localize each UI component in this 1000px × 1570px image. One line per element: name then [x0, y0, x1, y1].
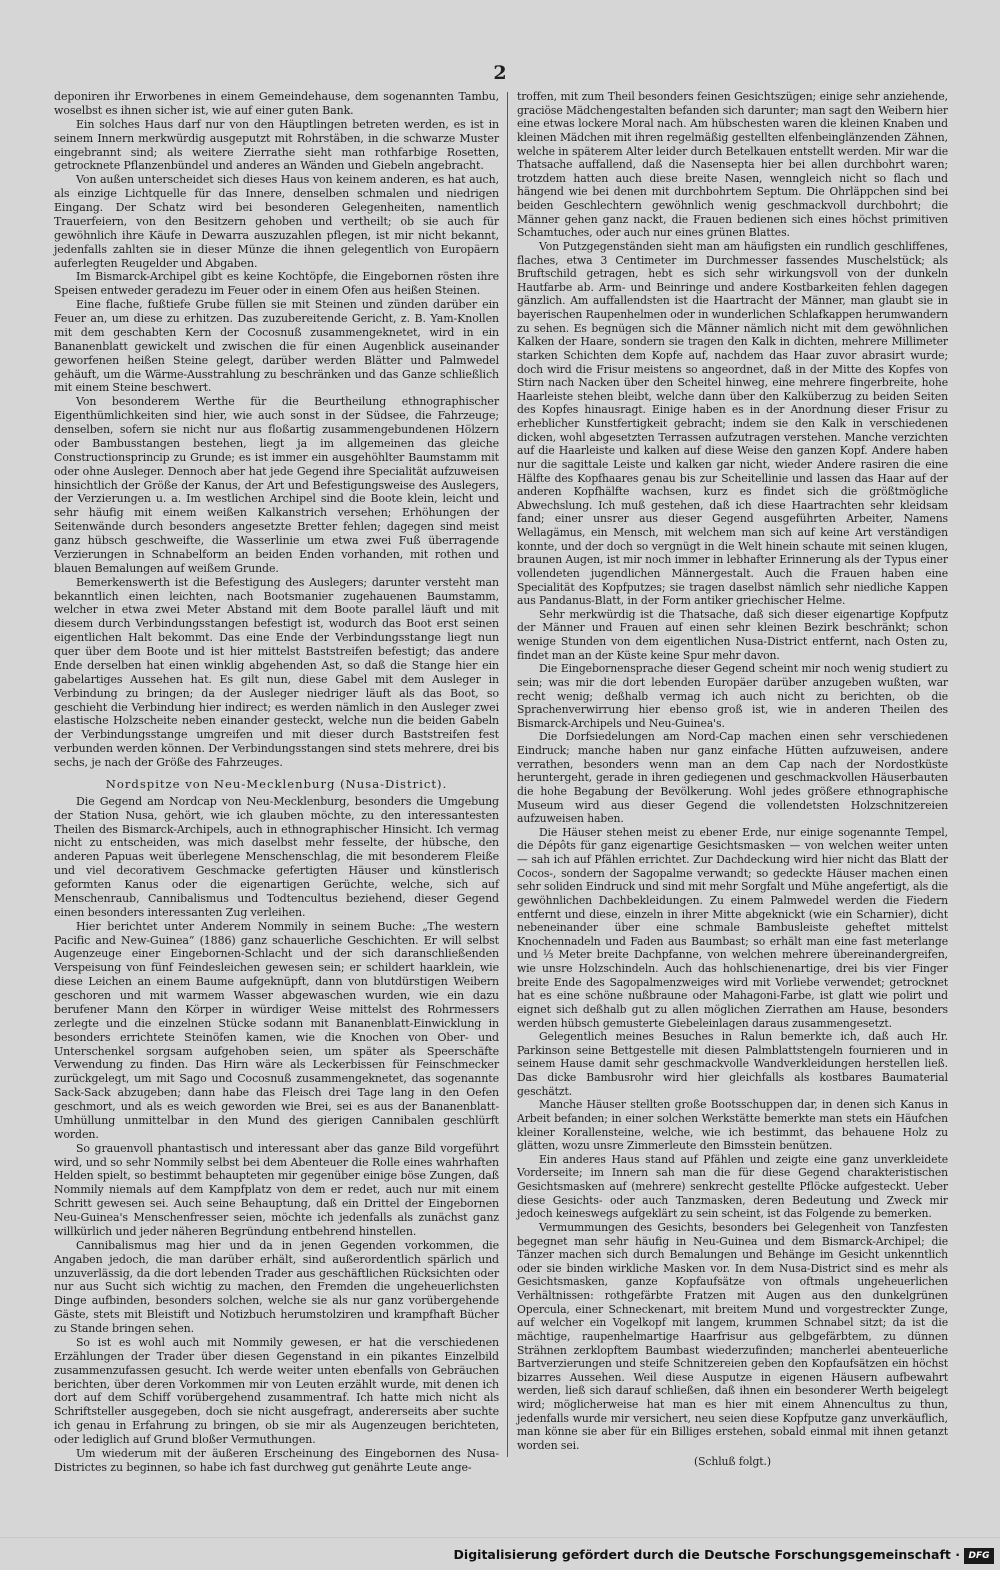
continuation-note: (Schluß folgt.)	[693, 1454, 771, 1468]
paragraph: Von besonderem Werthe für die Beurtheilung ethnographischer Eigenthümlichkeiten sind hier, wie auch sonst in der Südsee, die Fahrzeuge; denselben, sofern sie nicht nur aus floßartig zusammengebundenen Hölzern oder Bambusstangen bestehen, liegt ja im allgemeinen das gleiche Constructionsprincip zu Grunde; es ist immer ein ausgehöhlter Baumstamm mit oder ohne Ausleger. Dennoch aber hat jede Gegend ihre Specialität aufzuweisen hinsichtlich der Größe der Kanus, der Art und Befestigungsweise des Auslegers, der Verzierungen u. a. Im westlichen Archipel sind die Boote klein, leicht und sehr häufig mit einem weißen Kalkanstrich versehen; Erhöhungen der Seitenwände durch besonders angesetzte Bretter fehlen; dagegen sind meist ganz hübsch geschweifte, die Wasserlinie um etwa zwei Fuß überragende Verzierungen in Schnabelform an beiden Enden vorhanden, mit rothen und blauen Bemalungen auf weißem Grunde.	[54, 395, 499, 575]
paragraph: Gelegentlich meines Besuches in Ralun bemerkte ich, daß auch Hr. Parkinson seine Bettgestelle mit diesen Palmblattstengeln fournieren und in seinem Hause damit sehr geschmackvolle Wandverkleidungen herstellen ließ. Das dicke Bambusrohr wird hier gleichfalls als kostbares Baumaterial geschätzt.	[517, 1030, 948, 1098]
paragraph: Im Bismarck-Archipel gibt es keine Kochtöpfe, die Eingebornen rösten ihre Speisen entweder geradezu im Feuer oder in einem Ofen aus heißen Steinen.	[54, 270, 499, 298]
right-column	[517, 90, 948, 1468]
funding-credit: Digitalisierung gefördert durch die Deutsche Forschungsgemeinschaft ·	[453, 1547, 960, 1562]
paragraph: Ein anderes Haus stand auf Pfählen und zeigte eine ganz unverkleidete Vorderseite; im Innern sah man die für diese Gegend charakteristischen Gesichtsmasken auf (mehrere) senkrecht gestellte Pflöcke aufgesteckt. Ueber diese Gesichts- oder auch Tanzmasken, deren Bedeutung und Zweck mir jedoch keineswegs aufgeklärt zu sein scheint, ist das Folgende zu bemerken.	[517, 1152, 948, 1221]
page-number: 2	[493, 62, 507, 84]
paragraph: So grauenvoll phantastisch und interessant aber das ganze Bild vorgeführt wird, und so sehr Nommily selbst bei dem Abenteuer die Rolle eines wahrhaften Helden spielt, so bestimmt behaupteten mir gegenüber einige böse Zungen, daß Nommily niemals auf dem Kampfplatz von dem er redet, auch nur mit einem Schritt gewesen sei. Auch seine Behauptung, daß ein Drittel der Eingebornen Neu-Guinea's Menschenfresser seien, möchte ich jedenfalls als zunächst ganz willkürlich und jeder näheren Begründung entbehrend hinstellen.	[54, 1141, 499, 1238]
paragraph: Vermummungen des Gesichts, besonders bei Gelegenheit von Tanzfesten begegnet man sehr häufig in Neu-Guinea und dem Bismarck-Archipel; die Tänzer machen sich durch Bemalungen und Behänge im Gesicht unkenntlich oder sie binden wirkliche Masken vor. In dem Nusa-District sind es mehr als Gesichtsmasken, ganze Kopfaufsätze von oftmals ungeheuerlichen Verhältnissen: rothgefärbte Fratzen mit Augen aus den dunkelgrünen Operculа, einer Schneckenart, mit breitem Mund und vorgestreckter Zunge, auf welcher ein Vogelkopf mit langem, krummen Schnabel sitzt; da ist die mächtige, raupenhelmartige Haarfrisur aus gelbgefärbtem, zu dünnen Strähnen zerklopftem Baumbast wiederzufinden; mancherlei abenteuerliche Bartverzierungen und steife Schnitzereien geben den Kopfaufsätzen ein höchst bizarres Aussehen. Weil diese Ausputze in eigenen Häusern aufbewahrt werden, ließ sich darauf schließen, daß ihnen ein besonderer Werth beigelegt wird; möglicherweise hat man es hier mit einem Ahnencultus zu thun, jedenfalls wurde mir versichert, neu seien diese Kopfputze ganz unverkäuflich, man könne sie aber für ein Billiges erstehen, sobald einmal mit ihnen getanzt worden sei.	[517, 1220, 948, 1452]
paragraph: Ein solches Haus darf nur von den Häuptlingen betreten werden, es ist in seinem Innern merkwürdig ausgeputzt mit Rohrstäben, in die schwarze Muster eingebrannt sind; als weitere Zierrathe sieht man rothfarbige Rosetten, getrocknete Pflanzenbündel und anderes an Wänden und Giebeln angebracht.	[54, 117, 499, 173]
paragraph: Eine flache, fußtiefe Grube füllen sie mit Steinen und zünden darüber ein Feuer an, um diese zu erhitzen. Das zuzubereitende Gericht, z. B. Yam-Knollen mit dem geschabten Kern der Cocosnuß zusammengeknetet, wird in ein Bananenblatt gewickelt und zwischen die für einen Augenblick auseinander geworfenen heißen Steine gelegt, darüber werden Blätter und Palmwedel gehäuft, um die Wärme-Ausstrahlung zu beschränken und das Ganze schließlich mit einem Steine beschwert.	[54, 298, 499, 395]
paragraph: troffen, mit zum Theil besonders feinen Gesichtszügen; einige sehr anziehende, graciöse Mädchengestalten befanden sich darunter; man sagt den Weibern hier eine etwas lockere Moral nach. Am hübschesten waren die kleinen Knaben und kleinen Mädchen mit ihren regelmäßig gestellten elfenbeinglänzenden Zähnen, welche in späterem Alter leider durch Betelkauen entstellt werden. Mir war die Thatsache auffallend, daß die Nasensepta hier bei allen durchbohrt waren; trotzdem hatten auch diese breite Nasen, wenngleich nicht so flach und hängend wie bei denen mit durchbohrtem Septum. Die Ohrläppchen sind bei beiden Geschlechtern gewöhnlich wenig geschmackvoll durchbohrt; die Männer gehen ganz nackt, die Frauen bedienen sich eines höchst primitiven Schamtuches, oder auch nur eines grünen Blattes.	[517, 90, 948, 240]
section-heading: Nordspitze von Neu-Mecklenburg (Nusa-District).	[105, 776, 448, 791]
column-divider	[507, 92, 508, 1457]
paragraph: Sehr merkwürdig ist die Thatsache, daß sich dieser eigenartige Kopfputz der Männer und Frauen auf einen sehr kleinen Bezirk beschränkt; schon wenige Stunden von dem eigentlichen Nusa-District entfernt, nach Osten zu, findet man an der Küste keine Spur mehr davon.	[517, 607, 948, 662]
paragraph: Cannibalismus mag hier und da in jenen Gegenden vorkommen, die Angaben jedoch, die man darüber erhält, sind außerordentlich spärlich und unzuverlässig, da die dort lebenden Trader aus geschäftlichen Rücksichten oder nur aus Sucht sich wichtig zu machen, den Fremden die ungeheuerlichsten Dinge aufbinden, besonders solchen, welche sie als nur ganz vorübergehende Gäste, stets mit Bleistift und Notizbuch herumstolziren und krampfhaft Bücher zu Stande bringen sehen.	[54, 1238, 499, 1335]
paragraph: Die Häuser stehen meist zu ebener Erde, nur einige sogenannte Tempel, die Dépôts für ganz eigenartige Gesichtsmasken — von welchen weiter unten — sah ich auf Pfählen errichtet. Zur Dachdeckung wird hier nicht das Blatt der Cocos-, sondern der Sagopalme verwandt; so gedeckte Häuser machen einen sehr soliden Eindruck und sind mit mehr Sorgfalt und Mühe angefertigt, als die gewöhnlichen Dachbekleidungen. Zu einem Palmwedel werden die Fiedern entfernt und diese, einzeln in ihrer Mitte abgeknickt (wie ein Scharnier), dicht nebeneinander über eine schmale Bambusleiste geheftet mittelst Knochennadeln und Faden aus Baumbast; so erhält man eine fast meterlange und ⅓ Meter breite Dachpfanne, von welchen mehrere übereinandergreifen, wie unsre Holzschindeln. Auch das hohlschienenartige, drei bis vier Finger breite Ende des Sagopalmenzweiges wird mit Vorliebe verwendet; getrocknet hat es eine schöne nußbraune oder Mahagoni-Farbe, ist glatt wie polirt und eignet sich deßhalb gut zu allen möglichen Zierrathen am Hause, besonders werden hübsch gemusterte Giebeleinlagen daraus zusammengesetzt.	[517, 825, 948, 1030]
paragraph: deponiren ihr Erworbenes in einem Gemeindehause, dem sogenannten Tambu, woselbst es ihnen sicher ist, wie auf einer guten Bank.	[54, 90, 499, 117]
paragraph: Von Putzgegenständen sieht man am häufigsten ein rundlich geschliffenes, flaches, etwa 3 Centimeter im Durchmesser fassendes Muschelstück; als Bruftschild getragen, hebt es sich sehr wirkungsvoll von der dunkeln Hautfarbe ab. Arm- und Beinringe und andere Kostbarkeiten fehlen dagegen gänzlich. Am auffallendsten ist die Haartracht der Männer, man glaubt sie in bayerischen Raupenhelmen oder in wunderlichen Schlafkappen herumwandern zu sehen. Es begnügen sich die Männer nämlich nicht mit dem gewöhnlichen Kalken der Haare, sondern sie tragen den Kalk in dichten, mehrere Millimeter starken Schichten dem Kopfe auf, nachdem das Haar zuvor abrasirt wurde; doch wird die Frisur meistens so angeordnet, daß in der Mitte des Kopfes von Stirn nach Nacken über den Scheitel hinweg, eine mehrere fingerbreite, hohe Haarleiste stehen bleibt, welche dann über den Kalküberzug zu beiden Seiten des Kopfes hinausragt. Einige haben es in der Anordnung dieser Frisur zu erheblicher Kunstfertigkeit gebracht; indem sie den Kalk in verschiedenen dicken, wohl abgesetzten Terrassen aufzutragen verstehen. Manche verzichten auf die Haarleiste und kalken auf diese Weise den ganzen Kopf. Andere haben nur die sagittale Leiste und kalken gar nicht, wieder Andere rasiren die eine Hälfte des Kopfhaares genau bis zur Scheitellinie und lassen das Haar auf der anderen Kopfhälfte wachsen, kurz es findet sich die größtmögliche Abwechslung. Ich muß gestehen, daß ich diese Haartrachten sehr kleidsam fand; einer unsrer aus dieser Gegend ausgeführten Arbeiter, Namens Wellagämus, ein Mensch, mit welchem man sich auf keine Art verständigen konnte, und der doch so vergnügt in die Welt hinein schaute mit seinen klugen, braunen Augen, ist mir noch immer in lebhafter Erinnerung als der Typus einer vollendeten jugendlichen Männergestalt. Auch die Frauen haben eine Specialität des Kopfputzes; sie tragen daselbst nämlich sehr niedliche Kappen aus Pandanus-Blatt, in der Form antiker griechischer Helme.	[517, 239, 948, 608]
footer-bar	[0, 1537, 1000, 1570]
paragraph: Die Eingebornensprache dieser Gegend scheint mir noch wenig studiert zu sein; was mir die dort lebenden Europäer darüber anzugeben wußten, war recht wenig; deßhalb vermag ich auch nicht zu berichten, ob die Sprachenverwirrung hier ebenso groß ist, wie in anderen Theilen des Bismarck-Archipels und Neu-Guinea's.	[517, 662, 948, 730]
paragraph: Um wiederum mit der äußeren Erscheinung des Eingebornen des Nusa-Districtes zu beginnen, so habe ich fast durchweg gut genährte Leute ange-	[54, 1446, 499, 1474]
paragraph: Hier berichtet unter Anderem Nommily in seinem Buche: „The western Pacific and New-Guinea“ (1886) ganz schauerliche Geschichten. Er will selbst Augenzeuge einer Eingebornen-Schlacht und der sich daranschließenden Verspeisung von fünf Feindesleichen gewesen sein; er schildert haarklein, wie diese Leichen an einem Baume aufgeknüpft, dann von blutdürstigen Weibern geschoren und mit warmem Wasser abgewaschen wurden, wie ein dazu berufener Mann den Körper in würdiger Weise mittelst des Rohrmessers zerlegte und die einzelnen Stücke sodann mit Bananenblatt-Einwicklung in besonders errichtete Steinöfen kamen, wie die Knochen von Ober- und Unterschenkel sorgsam aufgehoben seien, um später als Speerschäfte Verwendung zu finden. Das Hirn wäre als Leckerbissen für Feinschmecker zurückgelegt, um mit Sago und Cocosnuß zusammengeknetet, das sogenannte Sack-Sack abzugeben; dann habe das Fleisch drei Tage lang in den Oefen geschmort, und als es weich geworden wie Brei, sei es aus der Bananenblatt-Umhüllung unmittelbar in den Mund des gierigen Cannibalen geschlürft worden.	[54, 919, 499, 1141]
paragraph: Manche Häuser stellten große Bootsschuppen dar, in denen sich Kanus in Arbeit befanden; in einer solchen Werkstätte bemerkte man stets ein Häufchen kleiner Korallensteine, welche, wie ich bestimmt, das behauene Holz zu glätten, wozu unsre Zimmerleute den Bimsstein benützen.	[517, 1098, 948, 1153]
paragraph: Die Dorfsiedelungen am Nord-Cap machen einen sehr verschiedenen Eindruck; manche haben nur ganz einfache Hütten aufzuweisen, andere verrathen, besonders wenn man an dem Cap nach der Nordostküste heruntergeht, gerade in ihren gediegenen und geschmackvollen Häuserbauten die hohe Begabung der Bevölkerung. Wohl jedes größere ethnographische Museum wird aus dieser Gegend die vollendetsten Holzschnitzereien aufzuweisen haben.	[517, 730, 948, 826]
paragraph: Die Gegend am Nordcap von Neu-Mecklenburg, besonders die Umgebung der Station Nusa, gehört, wie ich glauben möchte, zu den interessantesten Theilen des Bismarck-Archipels, auch in ethnographischer Hinsicht. Ich vermag nicht zu entscheiden, was mich daselbst mehr fesselte, der hübsche, den anderen Papuas weit überlegene Menschenschlag, die mit besonderem Fleiße und viel decorativem Geschmacke gefertigten Häuser und künstlerisch geformten Kanus oder die eigenartigen Gerüchte, welche, sich auf Menschenraub, Cannibalismus und Todtencultus beziehend, dieser Gegend einen besonders interessanten Zug verleihen.	[54, 794, 499, 919]
dfg-logo: DFG	[964, 1548, 994, 1564]
paragraph: So ist es wohl auch mit Nommily gewesen, er hat die verschiedenen Erzählungen der Trader über diesen Gegenstand in ein pikantes Einzelbild zusammenzufassen gesucht. Ich werde weiter unten ebenfalls von Gebräuchen berichten, über deren Vorkommen mir von Leuten erzählt wurde, mit denen ich dort auf dem Schiff vorübergehend zusammentraf. Ich hatte mich nicht als Schriftsteller ausgegeben, doch sie nicht ausgefragt, andererseits aber suchte ich genau in Erfahrung zu bringen, ob sie mir als Augenzeugen berichteten, oder lediglich auf Grund bloßer Vermuthungen.	[54, 1335, 499, 1446]
paragraph: Von außen unterscheidet sich dieses Haus von keinem anderen, es hat auch, als einzige Lichtquelle für das Innere, denselben schmalen und niedrigen Eingang. Der Schatz wird bei besonderen Gelegenheiten, namentlich Trauerfeiern, von den Besitzern gehoben und vertheilt; ob sie auch für gewöhnlich ihre Käufe in Dewarra auszuzahlen pflegen, ist mir nicht bekannt, jedenfalls zahlten sie in dieser Münze die ihnen gelegentlich von Europäern auferlegten Reugelder und Abgaben.	[54, 173, 499, 270]
left-column	[54, 90, 499, 1475]
paragraph: Bemerkenswerth ist die Befestigung des Auslegers; darunter versteht man bekanntlich einen leichten, nach Bootsmanier zugehauenen Baumstamm, welcher in etwa zwei Meter Abstand mit dem Boote parallel läuft und mit diesem durch Verbindungsstangen befestigt ist, wodurch das Boot erst seinen eigentlichen Halt bekommt. Das eine Ende der Verbindungsstange liegt nun quer über dem Boote und ist hier mittelst Baststreifen befestigt; das andere Ende derselben hat einen winklig abgehenden Ast, so daß die Stange hier ein gabelartiges Aussehen hat. Es gilt nun, diese Gabel mit dem Ausleger in Verbindung zu bringen; da der Ausleger niedriger läuft als das Boot, so geschieht die Verbindung hier indirect; es werden nämlich in den Ausleger zwei elastische Holzscheite neben einander gesteckt, welche nun die beiden Gabeln der Verbindungsstange umgreifen und mit dieser durch Baststreifen fest verbunden werden können. Der Verbindungsstangen sind stets mehrere, drei bis sechs, je nach der Größe des Fahrzeuges.	[54, 575, 499, 769]
